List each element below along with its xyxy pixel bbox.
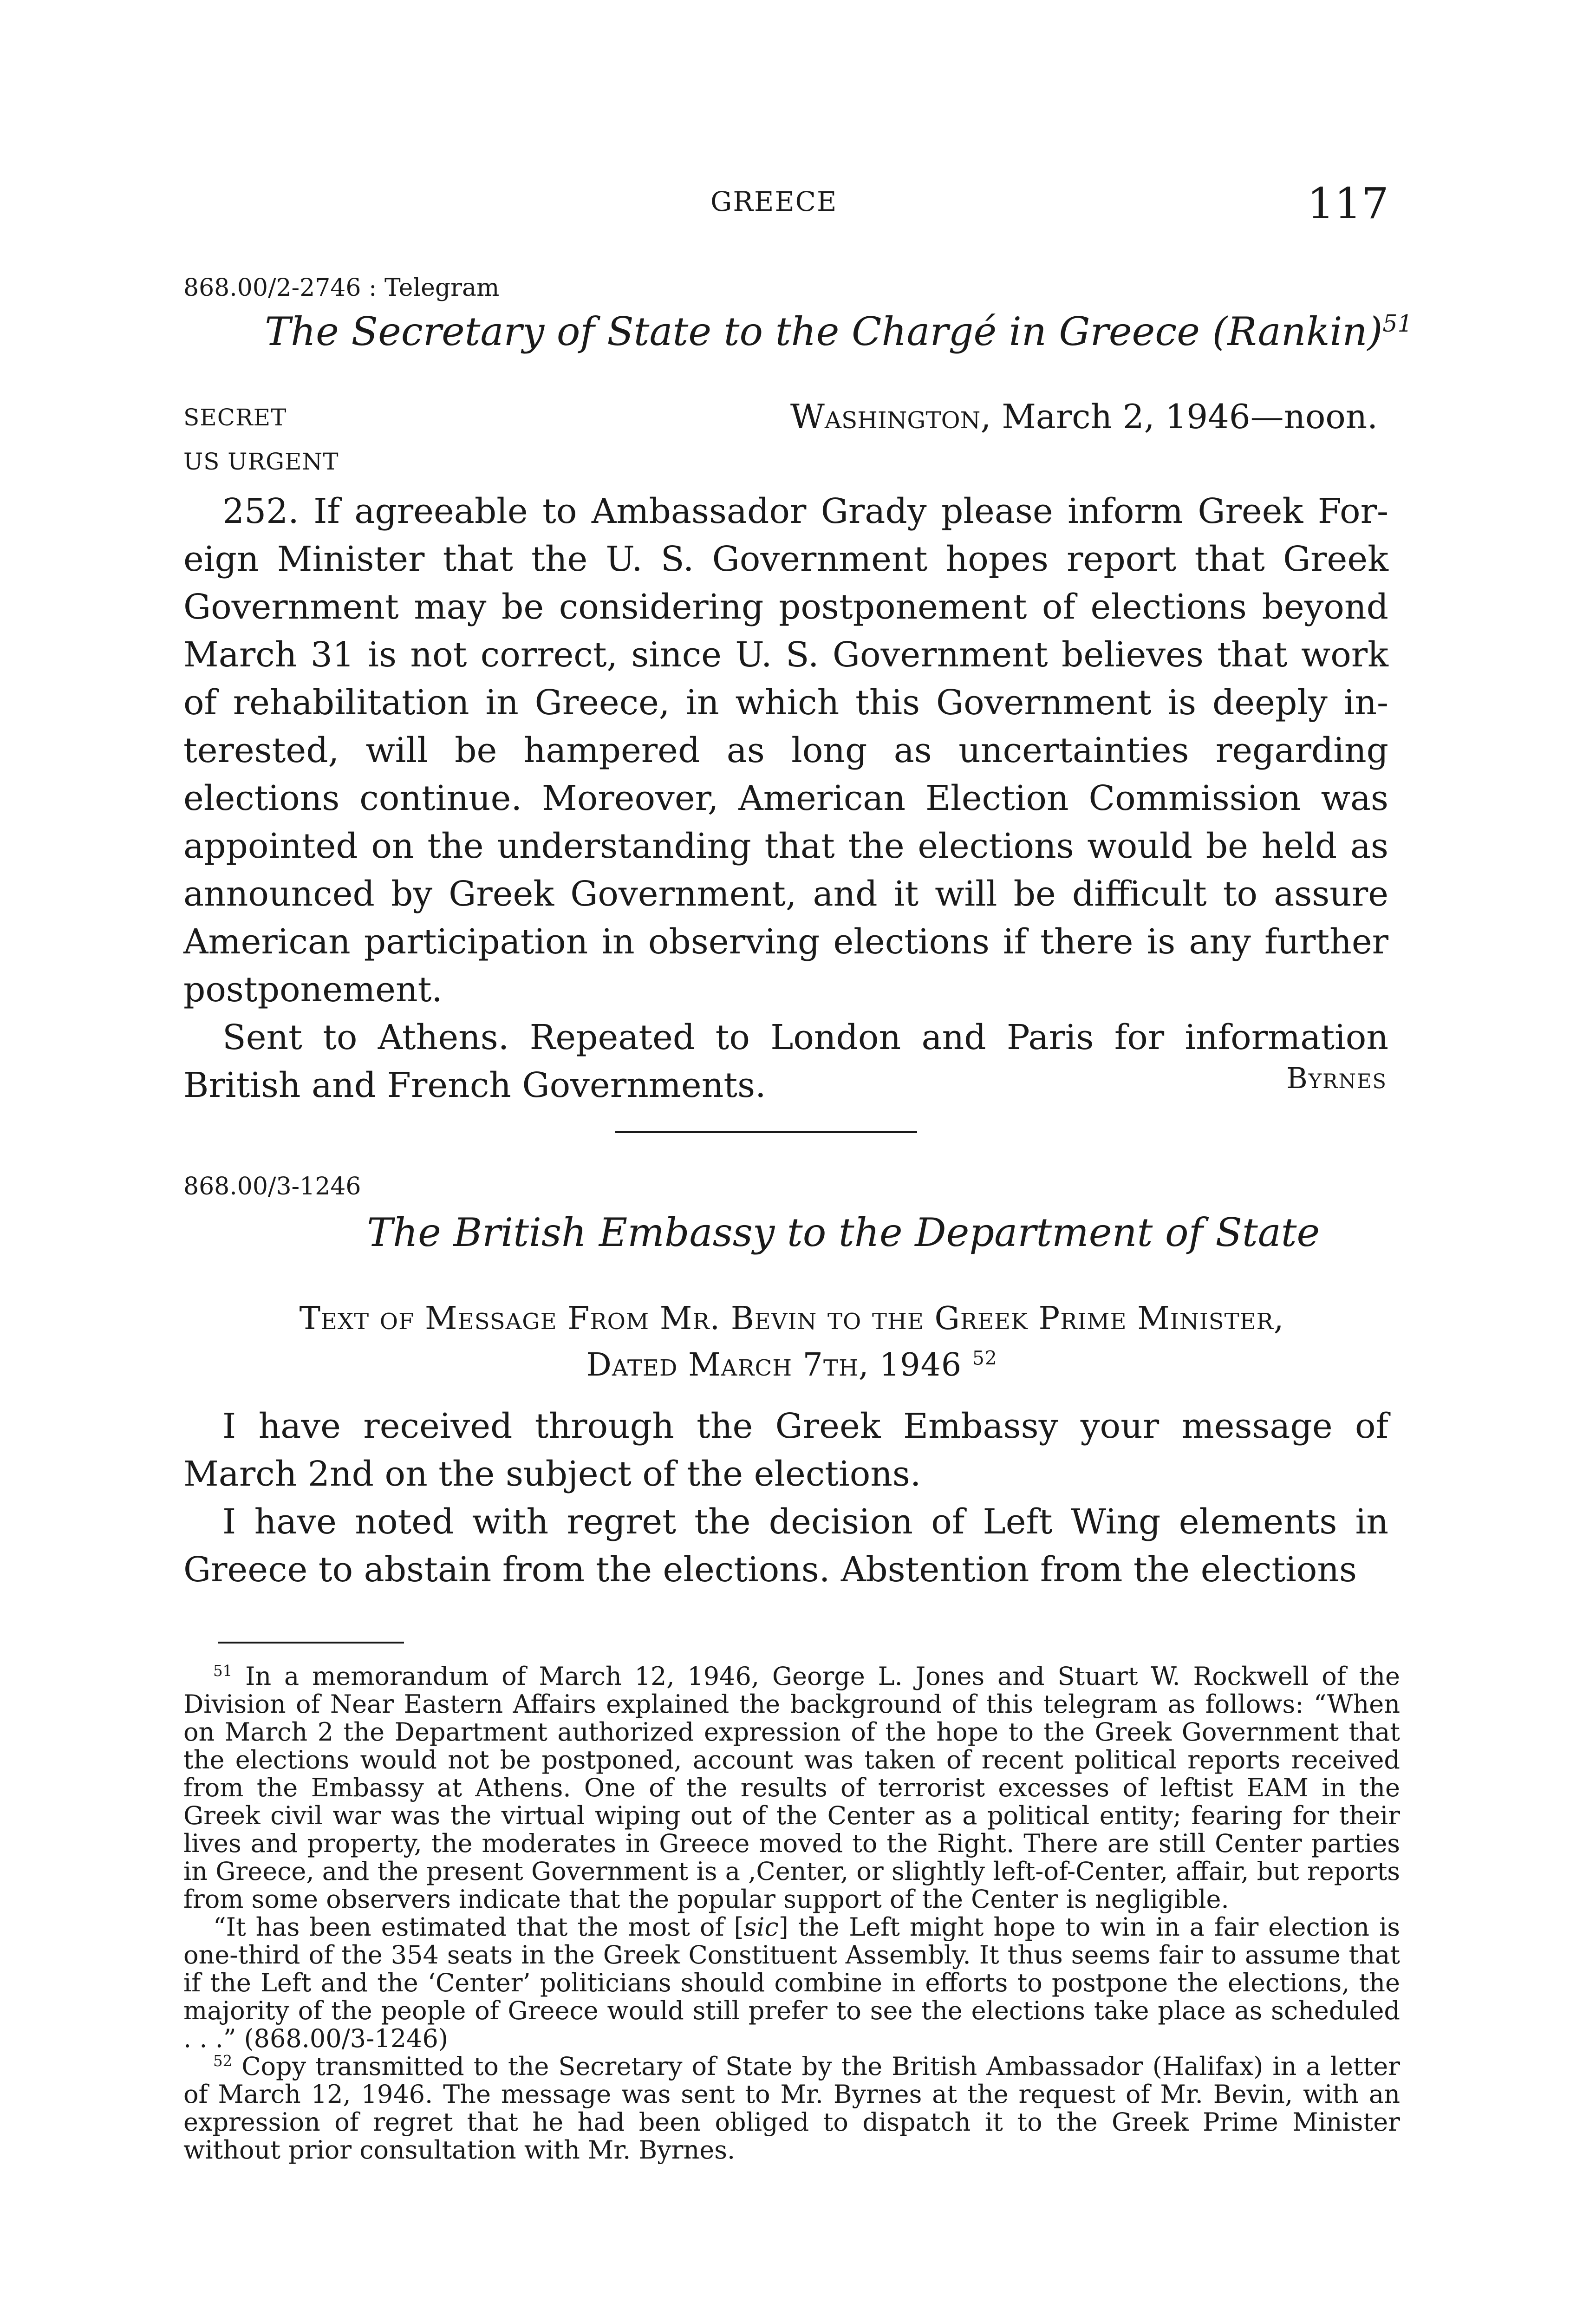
footnotes bbox=[183, 1663, 1400, 2164]
dateline-place: Washington bbox=[790, 397, 981, 436]
footnote-51-text-a: “It has been estimated that the most of [ bbox=[213, 1912, 744, 1942]
footnote-51-continued bbox=[183, 1913, 1400, 2053]
sic-note: sic bbox=[743, 1912, 779, 1942]
message-heading bbox=[183, 1296, 1400, 1389]
dateline-date: , March 2, 1946—noon. bbox=[980, 397, 1378, 436]
file-reference: 868.00/3-1246 bbox=[183, 1173, 361, 1200]
message-body bbox=[183, 1402, 1388, 1594]
telegram-paragraph: 252. If agreeable to Ambassador Grady please inform Greek Foreign Minister that the U. S. Government hopes report that Greek Government may be considering postponement of elections beyond March 31 is not correct, since U. S. Government believes that work of rehabilitation in Greece, in which this Government is deeply interested, will be hampered as long as uncertainties regarding elections continue. Moreover, American Election Commission was appointed on the understanding that the elections would be held as announced by Greek Government, and it will be difficult to assure American participation in observing elections if there is any further postponement. bbox=[183, 491, 1388, 1010]
telegram-body bbox=[183, 488, 1388, 1109]
running-head: GREECE bbox=[710, 186, 838, 217]
message-paragraph: I have noted with regret the decision of Left Wing elements in Greece to abstain from the elections. Abstention from the elections bbox=[183, 1502, 1388, 1590]
signature: Byrnes bbox=[1286, 1061, 1387, 1095]
footnote-rule bbox=[218, 1642, 404, 1644]
footnote-51-text: In a memorandum of March 12, 1946, George L. Jones and Stuart W. Rockwell of the Division of Near Eastern Affairs explained the background of this telegram as follows: “When on March 2 the Department authorized expression of the hope to the Greek Government that the elections would not be postponed, account was taken of recent political reports received from the Embassy at Athens. One of the results of terrorist excesses of leftist EAM in the Greek civil war was the virtual wiping out of the Center as a political entity; fearing for their lives and property, the moderates in Greece moved to the Right. There are still Center parties in Greece, and the present Government is a ,Center, or slightly left-of-Center, affair, but reports from some observers indicate that the popular support of the Center is negligible. bbox=[183, 1662, 1400, 1914]
dateline bbox=[790, 397, 1378, 436]
section-divider bbox=[615, 1131, 917, 1133]
message-paragraph: I have received through the Greek Embassy your message of March 2nd on the subject of the elections. bbox=[183, 1406, 1388, 1494]
message-heading-line-2 bbox=[183, 1342, 1400, 1389]
classification-label: SECRET bbox=[183, 404, 287, 431]
footnote-marker-51: 51 bbox=[213, 1662, 233, 1680]
message-heading-date: Dated March 7th, 1946 bbox=[586, 1347, 962, 1383]
footnote-ref-51: 51 bbox=[1382, 310, 1413, 337]
footnote-52 bbox=[183, 2053, 1400, 2164]
document-title-text: The Secretary of State to the Chargé in Greece (Rankin) bbox=[265, 309, 1383, 354]
page-number: 117 bbox=[1307, 179, 1389, 228]
footnote-51-text-b: ] the Left might hope to win in a fair election is one-third of the 354 seats in the Greek Constituent Assembly. It thus seems fair to assume that if the Left and the ‘Center’ politicians should combine in efforts to postpone the elections, the majority of the people of Greece would still prefer to see the elections take place as scheduled . . .” (868.00/3-1246) bbox=[183, 1912, 1400, 2053]
document-title bbox=[265, 309, 1413, 354]
document-title: The British Embassy to the Department of State bbox=[367, 1210, 1320, 1255]
footnote-52-text: Copy transmitted to the Secretary of State by the British Ambassador (Halifax) in a letter of March 12, 1946. The message was sent to Mr. Byrnes at the request of Mr. Bevin, with an expression of regret that he had been obliged to dispatch it to the Greek Prime Minister without prior consultation with Mr. Byrnes. bbox=[183, 2052, 1400, 2165]
footnote-marker-52: 52 bbox=[213, 2052, 233, 2070]
priority-label: US URGENT bbox=[183, 448, 339, 475]
file-reference: 868.00/2-2746 : Telegram bbox=[183, 274, 500, 302]
footnote-51 bbox=[183, 1663, 1400, 1913]
message-heading-line: Text of Message From Mr. Bevin to the Greek Prime Minister, bbox=[299, 1300, 1284, 1337]
telegram-paragraph: Sent to Athens. Repeated to London and Paris for information British and French Governments. bbox=[183, 1018, 1388, 1105]
footnote-ref-52: 52 bbox=[972, 1347, 997, 1370]
